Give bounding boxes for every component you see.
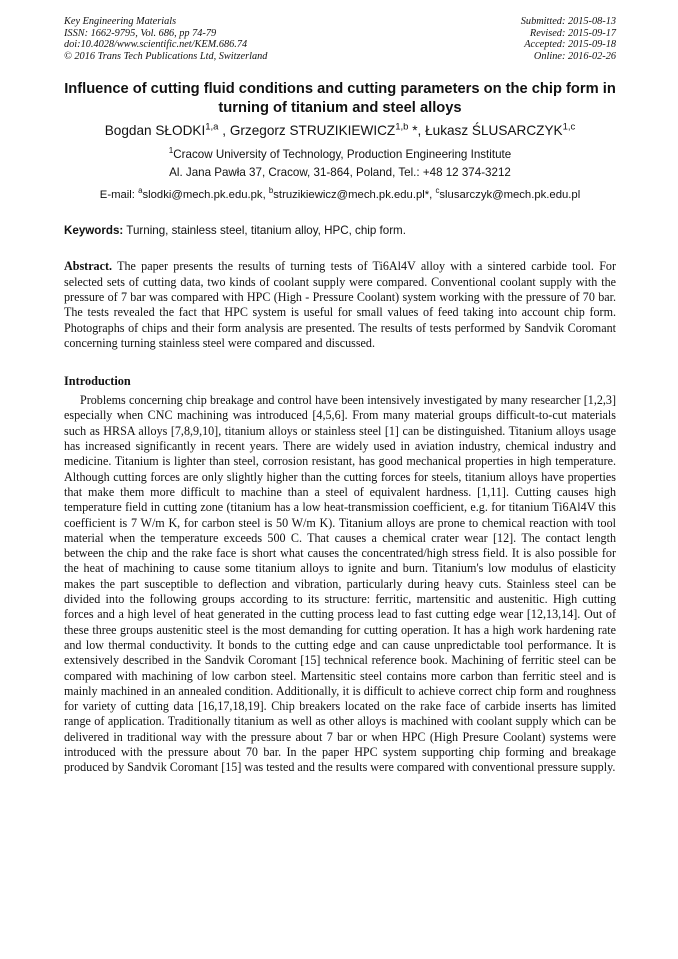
author-separator: *, <box>408 123 426 139</box>
keywords-text: Turning, stainless steel, titanium alloy, HPC, chip form. <box>123 224 406 238</box>
paper-title: Influence of cutting fluid conditions and cutting parameters on the chip form in turning of titanium and steel alloys <box>64 81 616 117</box>
journal-info <box>64 16 267 62</box>
author-name: Łukasz ŚLUSARCZYK <box>425 123 563 139</box>
journal-header <box>64 16 616 62</box>
author-affiliation-mark: 1,b <box>395 121 409 133</box>
affiliation-mark: 1 <box>168 146 174 156</box>
journal-doi: doi:10.4028/www.scientific.net/KEM.686.74 <box>64 39 248 51</box>
date-online: Online: 2016-02-26 <box>533 50 616 62</box>
paper-page <box>64 16 616 776</box>
affiliation <box>64 146 616 181</box>
author-name: Grzegorz STRUZIKIEWICZ <box>229 123 396 139</box>
abstract <box>64 259 616 351</box>
author-name: Bogdan SŁODKI <box>104 123 206 139</box>
journal-name: Key Engineering Materials <box>64 16 177 27</box>
email-mark: a <box>138 186 143 196</box>
abstract-text: The paper presents the results of turning tests of Ti6Al4V alloy with a sintered carbide tool. For selected sets of cutting data, two kinds of coolant supply were compared. Conventional coolant supply with the pressure of 7 bar was compared with HPC (High - Pressure Coolant) system working with the pressure of 70 bar. The tests revealed the fact that HPC system is useful for small values of feed taking into account chip form. Photographs of chips and their form analysis are presented. The results of tests performed by Sandvik Coromant concerning turning stainless steel were compared and discussed. <box>64 259 616 350</box>
email-mark: c <box>435 186 440 196</box>
abstract-label: Abstract. <box>64 259 113 274</box>
email-address: slusarczyk@mech.pk.edu.pl <box>439 189 581 202</box>
author-emails <box>64 187 616 203</box>
email-prefix: E-mail: <box>99 189 139 202</box>
affiliation-address: Al. Jana Pawła 37, Cracow, 31-864, Poland, Tel.: +48 12 374-3212 <box>169 165 511 179</box>
date-submitted: Submitted: 2015-08-13 <box>520 16 616 27</box>
affiliation-institution: $^1$Cracow University of Technology, Production Engineering Institute <box>168 146 512 162</box>
author-affiliation-mark: 1,c <box>562 121 576 133</box>
journal-copyright: © 2016 Trans Tech Publications Ltd, Switzerland <box>64 50 268 62</box>
keywords <box>64 223 616 239</box>
journal-issn: ISSN: 1662-9795, Vol. 686, pp 74-79 <box>64 27 217 39</box>
author-separator: , <box>218 123 230 139</box>
email-address: struzikiewicz@mech.pk.edu.pl*, <box>273 189 436 202</box>
email-mark: b <box>268 186 274 196</box>
author-list <box>64 122 616 140</box>
email-address: slodki@mech.pk.edu.pk, <box>142 189 269 202</box>
date-accepted: Accepted: 2015-09-18 <box>524 39 616 51</box>
author-affiliation-mark: 1,a <box>205 121 219 133</box>
publication-dates <box>521 16 616 62</box>
introduction-paragraph: Problems concerning chip breakage and control have been intensively investigated by many researcher [1,2,3] especially when CNC machining was introduced [4,5,6]. From many material groups difficult-to-cut materials such as HRSA alloys [7,8,9,10], titanium alloys or stainless steel [1] can be distinguished. Titanium alloys usage has increased significantly in recent years. There are widely used in aviation industry, chemical industry and medicine. Titanium is lighter than steel, corrosion resistant, has good mechanical properties in high temperature. Although cutting forces are only slightly higher than the cutting forces for steels, titanium alloys have properties that make them more difficult to machine than a steel of equivalent hardness. [1,11]. Cutting causes high temperature field in cutting zone (titanium has a low heat-transmission coefficient, e.g. for titanium Ti6Al4V this coefficient is 7 W/m K, for carbon steel is 50 W/m K). Titanium alloys are prone to chemical reaction with tool material when the temperature exceeds 500 C. That causes a chemical crater wear [12]. The contact length between the chip and the rake face is short what causes the concentrated/high stress field. It is also possible for the heat of machining to cause some titanium alloys to ignite and burn. Titanium's low modulus of elasticity makes the part susceptible to deflection and vibration, particularly during heavy cuts. Stainless steel can be divided into the following groups according to its structure: ferritic, martensitic and austenitic. High cutting forces and a high level of heat generated in the cutting process lead to fast cutting edge wear [12,13,14]. Out of these three groups austenitic steel is the most demanding for cutting operation. It has a high work hardening rate and low thermal conductivity. It bonds to the cutting edge and can cause unpredictable tool performance. It is extensively described in the Sandvik Coromant [15] technical reference book. Machining of ferritic steel can be compared with machining of low carbon steel. Martensitic steel contains more carbon than ferritic steel and is mainly machined in an annealed condition. Additionally, it is difficult to achieve correct chip form and roughness for variety of cutting data [16,17,18,19]. Chip breakers located on the rake face of carbide inserts has limited range of application. Traditionally titanium as well as other alloys is machined with coolant supply which can be delivered in traditional way with the pressure about 7 bar or when HPC (High Presure Coolant) systems were introduced with the pressure about 70 bar. In the paper HPC system supporting chip forming and breakage produced by Sandvik Coromant [15] was tested and the results were compared with conventional pressure supply. <box>64 393 616 775</box>
date-revised: Revised: 2015-09-17 <box>529 27 616 39</box>
keywords-label: Keywords: <box>64 224 124 238</box>
section-heading-introduction: Introduction <box>64 374 131 389</box>
